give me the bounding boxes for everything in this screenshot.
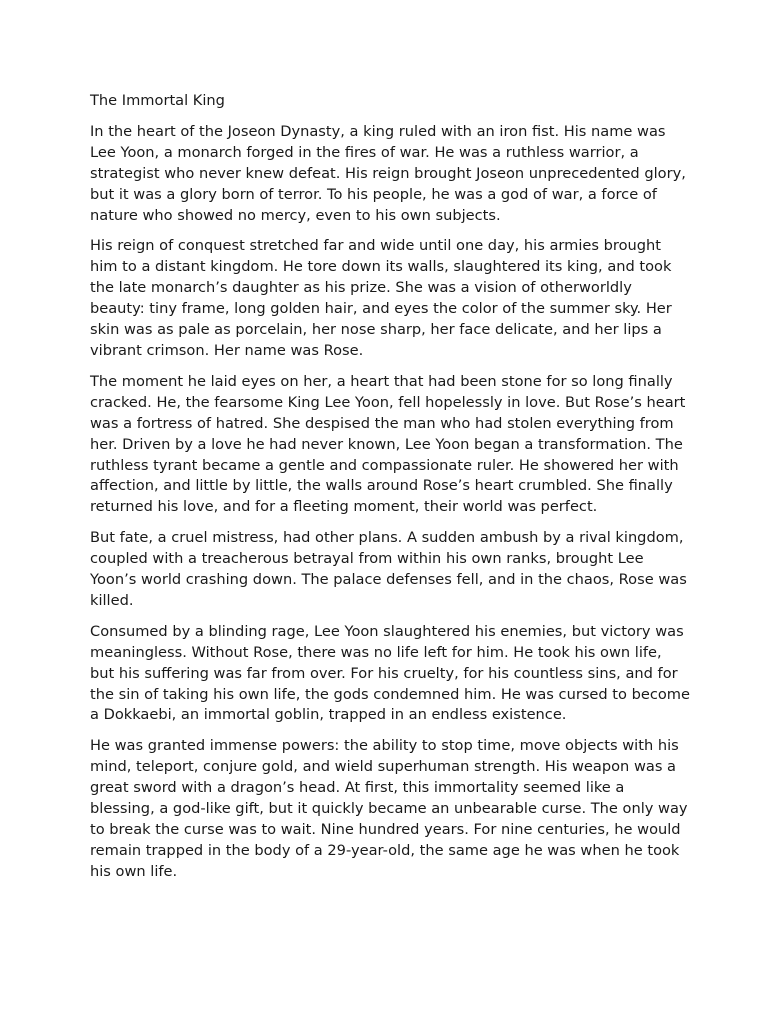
paragraph: The moment he laid eyes on her, a heart that had been stone for so long finally cracked. He, the fearsome King Lee Yoon, fell hopelessly in love. But Rose’s heart was a fortress of hatred. She despised the man who had stolen everything from her. Driven by a love he had never known, Lee Yoon began a transformation. The ruthless tyrant became a gentle and compassionate ruler. He showered her with affection, and little by little, the walls around Rose’s heart crumbled. She finally returned his love, and for a fleeting moment, their world was perfect. (90, 372, 686, 516)
paragraph: But fate, a cruel mistress, had other plans. A sudden ambush by a rival kingdom, coupled with a treacherous betrayal from within his own ranks, brought Lee Yoon’s world crashing down. The palace defenses fell, and in the chaos, Rose was killed. (90, 529, 687, 609)
document-title: The Immortal King (90, 92, 225, 109)
document-page (90, 91, 690, 893)
paragraph: He was granted immense powers: the ability to stop time, move objects with his mind, teleport, conjure gold, and wield superhuman strength. His weapon was a great sword with a dragon’s head. At first, this immortality seemed like a blessing, a god-like gift, but it quickly became an unbearable curse. The only way to break the curse was to wait. Nine hundred years. For nine centuries, he would remain trapped in the body of a 29-year-old, the same age he was when he took his own life. (90, 737, 688, 880)
paragraph: In the heart of the Joseon Dynasty, a king ruled with an iron fist. His name was Lee Yoon, a monarch forged in the fires of war. He was a ruthless warrior, a strategist who never knew defeat. His reign brought Joseon unprecedented glory, but it was a glory born of terror. To his people, he was a god of war, a force of nature who showed no mercy, even to his own subjects. (90, 122, 686, 224)
paragraph: His reign of conquest stretched far and wide until one day, his armies brought him to a distant kingdom. He tore down its walls, slaughtered its king, and took the late monarch’s daughter as his prize. She was a vision of otherworldly beauty: tiny frame, long golden hair, and eyes the color of the summer sky. Her skin was as pale as porcelain, her nose sharp, her face delicate, and her lips a vibrant crimson. Her name was Rose. (90, 237, 672, 359)
paragraph: Consumed by a blinding rage, Lee Yoon slaughtered his enemies, but victory was meaningless. Without Rose, there was no life left for him. He took his own life, but his suffering was far from over. For his cruelty, for his countless sins, and for the sin of taking his own life, the gods condemned him. He was cursed to become a Dokkaebi, an immortal goblin, trapped in an endless existence. (90, 622, 690, 724)
